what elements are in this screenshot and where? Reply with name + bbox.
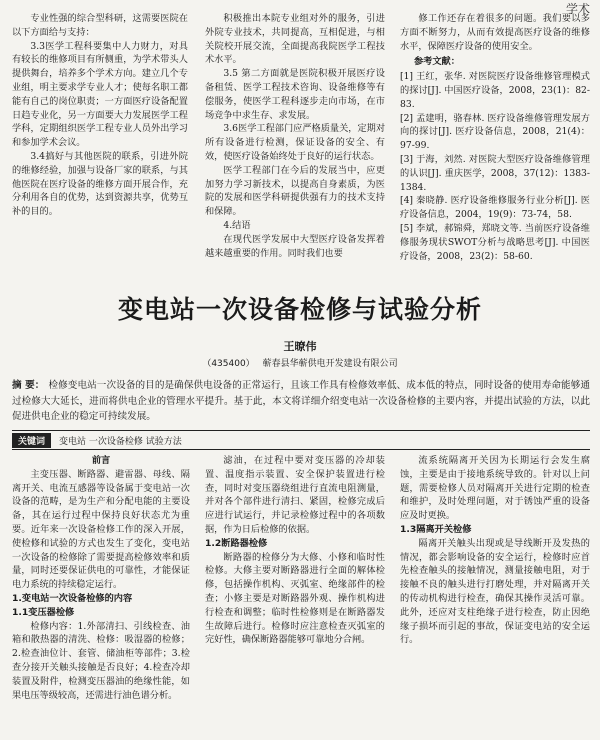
article-author: 王暸伟 [283, 340, 317, 353]
keywords-bar [12, 430, 590, 450]
paragraph: 流系统隔离开关因为长期运行会发生腐蚀，主要是由于接地系统导致的。针对以上问题，需要检修人员对隔离开关进行定期的检查和维护，及时处理问题，对于锈蚀严重的设备应及时更换。 [400, 455, 590, 522]
paragraph: 检修内容：1.外部清扫、引线检查、油箱和散热器的清洗、检修：吸湿器的检修；2.检查油位计、套管、储油柜等部件；3.检查分接开关触头接触是否良好；4.检查冷却装置及附件，检测变压器油的绝缘性能，如果电压等级较高，还需进行油色谱分析。 [12, 620, 190, 701]
upper-column-2 [205, 12, 385, 282]
section-heading: 前言 [91, 455, 111, 466]
page-header: 学术 [565, 2, 590, 16]
paragraph: 在现代医学发展中大型医疗设备发挥着越来越重要的作用。同时我们也要 [205, 233, 385, 259]
upper-col3-paragraphs [400, 12, 590, 53]
reference-item: [2] 孟建明，骆春林. 医疗设备维修管理发展方向的探讨[J]. 医疗设备信息，2008，21(4)：97-99. [400, 112, 590, 152]
section-heading: 1.2断路器检修 [205, 537, 268, 549]
upper-column-1 [12, 12, 188, 282]
references-list [400, 70, 590, 263]
section-heading: 1.1变压器检修 [12, 606, 75, 618]
article-title: 变电站一次设备检修与试验分析 [117, 295, 482, 324]
paragraph: 3.6医学工程部门应严格质量关，定期对所有设备进行检测，保证设备的安全、有效，使医疗设备始终处于良好的运行状态。 [205, 123, 385, 162]
paragraph: 3.3医学工程科要集中人力财力，对具有较长的维修项目有所侧重，为学术带头人提供舞台，培养多个学术方向。建立几个专业组，明主要求学专业人才；使每名职工都能有自己的岗位职责；一方面医疗设备配置日趋专业化，另一方面要大力发展医学工程学科，定期组织医学工程专业人员外出学习和参加学术会议。 [12, 40, 188, 149]
article-col3-blocks [400, 454, 590, 647]
upper-col1-paragraphs [12, 12, 188, 219]
paragraph: 断路器的检修分为大修、小修和临时性检修。大修主要对断路器进行全面的解体检修，包括操作机构、灭弧室、绝缘部件的检查；小修主要是对断路器外观、操作机构进行检查和调整；临时性检修则是在断路器发生故障后进行。检修时应注意检查灭弧室的完好性，确保断路器能够可靠地分合闸。 [205, 551, 385, 646]
abstract-text: 检修变电站一次设备的目的是确保供电设备的正常运行，且该工作具有检修效率低、成本低的特点，同时设备的使用寿命能够通过检修大大延长，进而将供电企业的管理水平提升。基于此，本文将详细介绍变电站一次设备检修的主要内容，并提出试验的方法，以此促进供电企业的稳定可持续发展。 [12, 380, 590, 422]
keywords-label: 关键词 [12, 433, 51, 448]
paragraph: 隔离开关触头出现或是导线断开及发热的情况，都会影响设备的安全运行，检修时应首先检查触头的接触情况，测量接触电阻，对于接触不良的触头进行打磨处理，并对隔离开关的传动机构进行检查，确保其操作灵活可靠。此外，还应对支柱绝缘子进行检查，防止因绝缘子损坏而引起的事故，保证变电站的安全运行。 [400, 537, 590, 646]
paragraph: 专业性强的综合型科研，这需要医院在以下方面给与支持： [12, 13, 188, 38]
article-affiliation [0, 356, 600, 369]
affiliation-code: （435400） [202, 359, 255, 369]
paragraph: 医学工程部门在今后的发展当中，应更加努力学习新技术，以提高自身素质，为医院的发展和医学科研提供强有力的技术支持和保障。 [205, 164, 385, 218]
reference-item: [5] 李斌，郝锦舜，郑晓文等. 当前医疗设备维修服务现状SWOT分析与战略思考[J]. 中国医疗设备，2008，23(2)：58-60. [400, 222, 590, 262]
upper-column-3 [400, 12, 590, 284]
reference-item: [4] 秦晓静. 医疗设备维修服务行业分析[J]. 医疗设备信息，2004，19(9)：73-74，58. [400, 195, 590, 221]
abstract [12, 378, 590, 425]
section-heading: 1.变电站一次设备检修的内容 [12, 592, 133, 604]
affiliation-name: 蕲春县华蕲供电开发建设有限公司 [262, 359, 398, 369]
upper-col2-paragraphs [205, 12, 385, 260]
article-col1-blocks [12, 454, 190, 702]
paragraph: 积极推出本院专业组对外的服务，引进外院专业技术，共同提高，互相促进，与相关院校开展交流，全面提高我院医学工程技术水平。 [205, 13, 385, 66]
section-heading: 1.3隔离开关检修 [400, 523, 472, 535]
paragraph: 滤油，在过程中要对变压器的冷却装置、温度指示装置、安全保护装置进行检查，同时对变压器绕组进行直流电阻测量，并对各个部件进行清扫、紧固，检修完成后应进行试运行，并记录检修过程中的各项数据，作为日后检修的依据。 [205, 455, 385, 535]
reference-item: [1] 王红，张华. 对医院医疗设备维修管理模式的探讨[J]. 中国医疗设备，2008，23(1)：82-83. [400, 71, 590, 110]
references-title: 参考文献： [414, 56, 460, 68]
paragraph: 4.结语 [223, 219, 251, 231]
paragraph: 主变压器、断路器、避雷器、母线、隔离开关、电流互感器等设备属于变电站一次设备的范畴，是为生产和分配电能的主要设备，其在运行过程中保持良好状态尤为重要。近年来一次设备检修工作的深入开展，使检修和试验的方式也发生了变化，变电站一次设备的检修除了需要提高检修效率和质量，同时还要保证供电的可靠性，才能保证电力系统的持续稳定运行。 [12, 468, 190, 591]
paragraph: 3.4搞好与其他医院的联系，引进外院的维修经验，加强与设备厂家的联系，与其他医院在医疗设备的维修方面开展合作，充分利用各自的优势，达到资源共享，优势互补的目的。 [12, 150, 188, 218]
article-column-2 [205, 454, 385, 734]
reference-item: [3] 于海，刘然. 对医院大型医疗设备维修管理的认识[J]. 重庆医学，2008，37(12)：1383-1384. [400, 153, 590, 193]
paragraph: 3.5 第二方面就是医院积极开展医疗设备租赁、医学工程技术咨询、设备维修等有偿服务，使医学工程科逐步走向市场，在市场竞争中求生存、求发展。 [205, 68, 385, 121]
article-col2-blocks [205, 454, 385, 647]
article-column-1 [12, 454, 190, 734]
paragraph: 修工作还存在着很多的问题。我们要以多方面不断努力，从而有效提高医疗设备的维修水平，保障医疗设备的使用安全。 [400, 13, 590, 52]
keywords-text: 变电站 一次设备检修 试验方法 [59, 436, 182, 447]
abstract-label: 摘 要： [12, 380, 45, 391]
article-column-3 [400, 454, 590, 734]
